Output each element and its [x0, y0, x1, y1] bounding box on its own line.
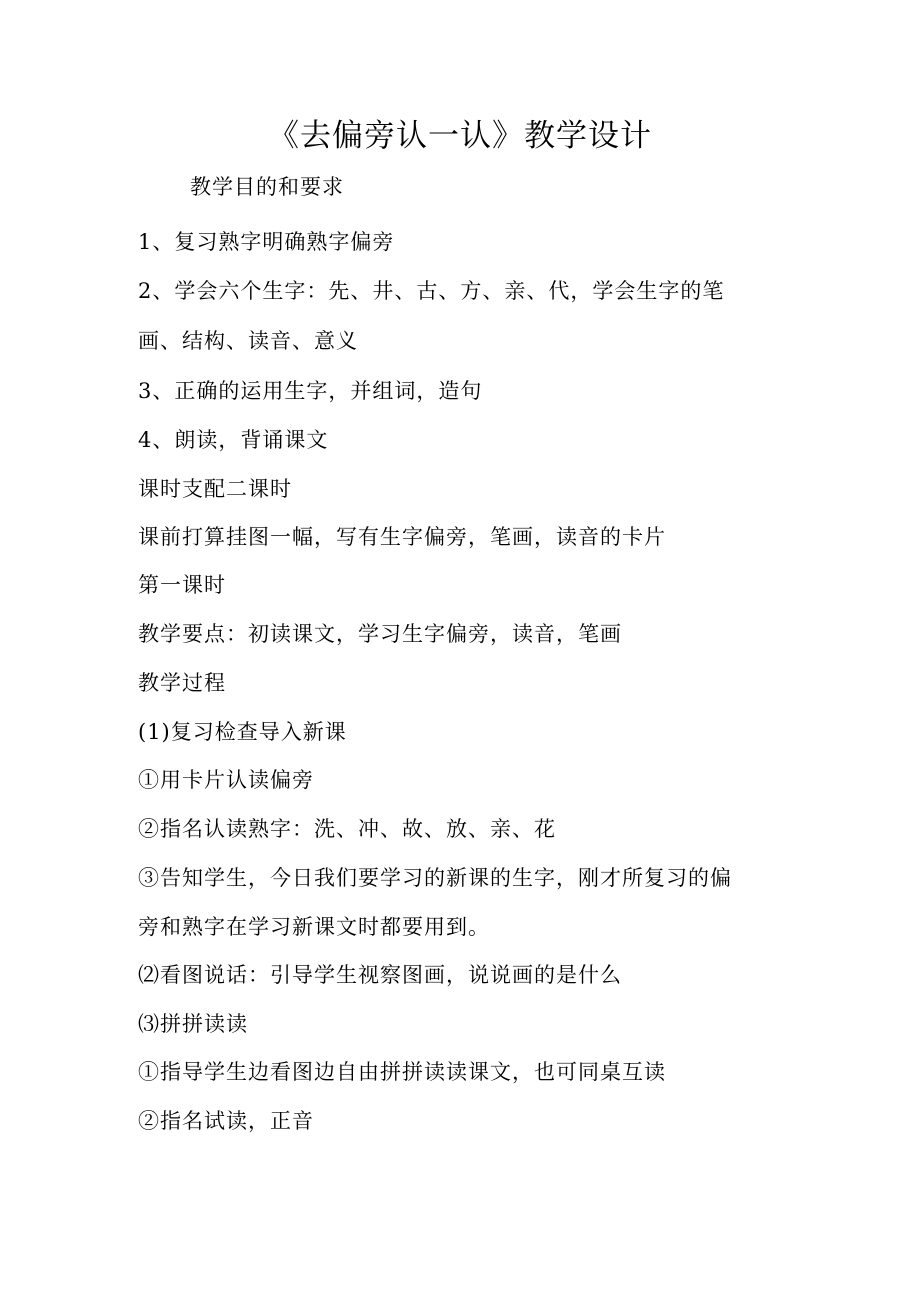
objective-item-2: 2、学会六个生字：先、井、古、方、亲、代，学会生字的笔 [138, 279, 725, 303]
objective-item-3: 3、正确的运用生字，并组词，造句 [138, 379, 483, 403]
step-3-item-1: ①指导学生边看图边自由拼拼读读课文，也可同桌互读 [138, 1060, 666, 1084]
step-1-heading: (1)复习检查导入新课 [138, 720, 347, 744]
step-1-item-3-continued: 旁和熟字在学习新课文时都要用到。 [138, 915, 490, 939]
document-title: 《去偏旁认一认》教学设计 [268, 118, 652, 154]
preparation-line: 课前打算挂图一幅，写有生字偏旁，笔画，读音的卡片 [138, 525, 666, 549]
section-heading-objectives: 教学目的和要求 [190, 175, 344, 199]
step-3-heading: ⑶拼拼读读 [138, 1012, 248, 1036]
class-hours-line: 课时支配二课时 [138, 477, 292, 501]
teaching-process-heading: 教学过程 [138, 671, 226, 695]
objective-item-1: 1、复习熟字明确熟字偏旁 [138, 230, 395, 254]
objective-item-4: 4、朗读，背诵课文 [138, 428, 329, 452]
step-1-item-2: ②指名认读熟字：洗、冲、故、放、亲、花 [138, 817, 556, 841]
objective-item-2-continued: 画、结构、读音、意义 [138, 329, 358, 353]
lesson-one-heading: 第一课时 [138, 573, 226, 597]
step-3-item-2: ②指名试读，正音 [138, 1109, 314, 1133]
step-1-item-3: ③告知学生，今日我们要学习的新课的生字，刚才所复习的偏 [138, 866, 732, 890]
step-1-item-1: ①用卡片认读偏旁 [138, 768, 314, 792]
teaching-points-line: 教学要点：初读课文，学习生字偏旁，读音，笔画 [138, 622, 622, 646]
step-2-heading: ⑵看图说话：引导学生视察图画，说说画的是什么 [138, 963, 622, 987]
